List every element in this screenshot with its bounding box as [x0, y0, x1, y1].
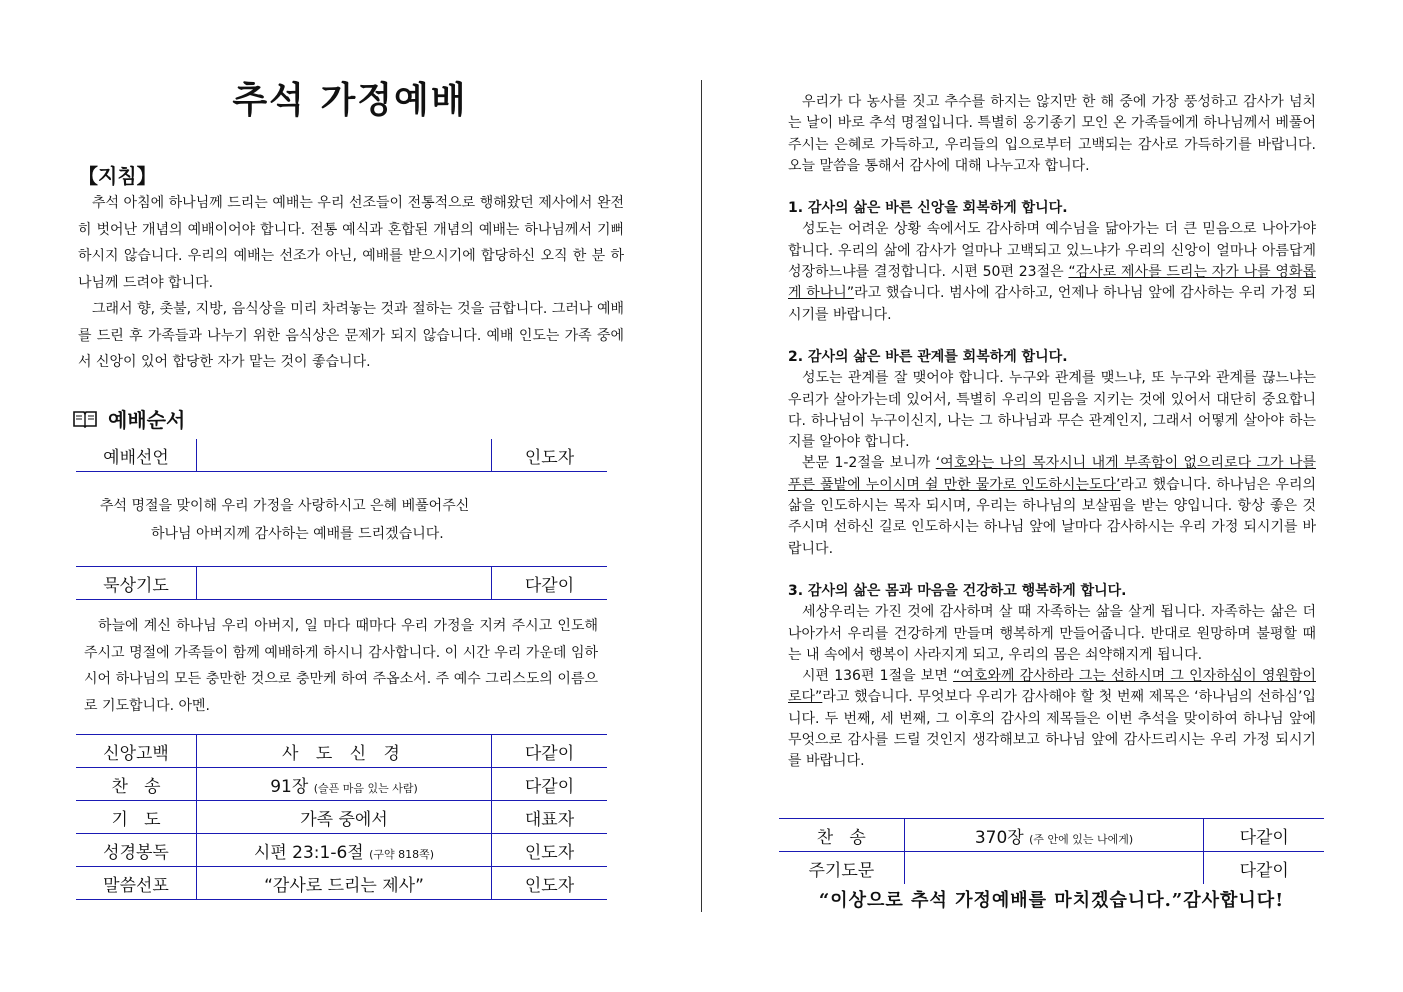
order-content: 가족 중에서 [197, 801, 492, 834]
order-label: 기 도 [76, 801, 197, 834]
call-line-2: 하나님 아버지께 감사하는 예배를 드리겠습니다. [151, 526, 444, 542]
order-leader: 인도자 [492, 867, 608, 900]
table-row [779, 819, 1324, 852]
sermon-intro: 우리가 다 농사를 짓고 추수를 하지는 않지만 한 해 중에 가장 풍성하고 감사가 넘치는 날이 바로 추석 명절입니다. 특별히 옹기종기 모인 온 가족들에게 하나님께서 베풀어주시는 은혜로 가득하고, 우리들의 입으로부터 고백되는 감사로 가득하기를 바랍니다. 오늘 말씀을 통해서 감사에 대해 나누고자 합니다. [788, 94, 1316, 174]
order-content: 370장 (주 안에 있는 나에게) [904, 819, 1204, 852]
worship-order-table [76, 734, 607, 900]
section-3-paragraph-2: 시편 136편 1절을 보면 “여호와께 감사하라 그는 선하시며 그 인자하심이 영원함이로다”라고 했습니다. 무엇보다 우리가 감사해야 할 첫 번째 제목은 ‘하나님의 선하심’입니다. 두 번째, 세 번째, 그 이후의 감사의 제목들은 이번 추석을 맞이하여 하나님 앞에 무엇으로 감사를 드릴 것인지 생각해보고 하나님 앞에 감사드리시는 우리 가정 되시기를 바랍니다. [788, 668, 1316, 770]
order-label: 신앙고백 [76, 735, 197, 768]
guide-text [78, 190, 624, 376]
scripture-quote: “여호와께 감사하라 그는 선하시며 그 인자하심이 영원함이로다” [788, 668, 1316, 706]
guide-heading: 【지침】 [78, 164, 157, 188]
order-leader: 인도자 [492, 834, 608, 867]
silent-prayer-text: 하늘에 계신 하나님 우리 아버지, 일 마다 때마다 우리 가정을 지켜 주시고 인도해주시고 명절에 가족들이 함께 예배하게 하시니 감사합니다. 이 시간 우리 가운데 임하시어 하나님의 모든 충만한 것으로 충만케 하여 주옵소서. 주 예수 그리스도의 이름으로 기도합니다. 아멘. [84, 618, 598, 714]
order-leader: 다같이 [1239, 860, 1289, 881]
sermon-text [788, 92, 1316, 773]
order-leader: 인도자 [492, 439, 608, 472]
order-content: “감사로 드리는 제사” [197, 867, 492, 900]
order-label: 주기도문 [808, 860, 875, 881]
section-1-heading: 1. 감사의 삶은 바른 신앙을 회복하게 합니다. [788, 200, 1068, 217]
table-row [76, 834, 607, 867]
order-label: 예배선언 [76, 439, 197, 472]
open-book-icon [72, 409, 98, 429]
table-row [76, 735, 607, 768]
order-content: 사 도 신 경 [197, 735, 492, 768]
guide-paragraph-1: 추석 아침에 하나님께 드리는 예배는 우리 선조들이 전통적으로 행해왔던 제사에서 완전히 벗어난 개념의 예배이어야 합니다. 전통 예식과 혼합된 개념의 예배는 하나님께서 기뻐하시지 않습니다. 우리의 예배는 선조가 아닌, 예배를 받으시기에 합당하신 오직 한 분 하나님께 드려야 합니다. [78, 195, 624, 291]
order-content [197, 567, 492, 600]
section-2-heading: 2. 감사의 삶은 바른 관계를 회복하게 합니다. [788, 348, 1068, 365]
scripture-quote: “감사로 제사를 드리는 자가 나를 영화롭게 하나니” [788, 264, 1317, 302]
order-label: 성경봉독 [76, 834, 197, 867]
section-3-paragraph-1: 세상우리는 가진 것에 감사하며 살 때 자족하는 삶을 살게 됩니다. 자족하는 삶은 더 나아가서 우리를 건강하게 만들며 행복하게 만들어줍니다. 반대로 원망하며 불평할 때는 내 속에서 행복이 사라지게 되고, 우리의 몸은 쇠약해지게 됩니다. [788, 604, 1316, 663]
page-divider [701, 80, 702, 912]
table-row [76, 801, 607, 834]
order-leader: 다같이 [492, 768, 608, 801]
guide-paragraph-2: 그래서 향, 촛불, 지방, 음식상을 미리 차려놓는 것과 절하는 것을 금합니다. 그러나 예배를 드린 후 가족들과 나누기 위한 음식상은 문제가 되지 않습니다. 예배 인도는 가족 중에서 신앙이 있어 합당한 자가 맡는 것이 좋습니다. [78, 301, 624, 370]
call-to-worship-text [100, 492, 469, 548]
order-leader: 대표자 [492, 801, 608, 834]
order-leader: 다같이 [1204, 819, 1324, 852]
scripture-quote: ‘여호와는 나의 목자시니 내게 부족함이 없으리로다 그가 나를 푸른 풀밭에 누이시며 쉴 만한 물가로 인도하시는도다’ [788, 455, 1317, 493]
order-heading [72, 404, 185, 433]
order-content: 91장 (슬픈 마음 있는 사람) [197, 768, 492, 801]
order-label: 찬 송 [779, 819, 904, 852]
section-1-paragraph: 성도는 어려운 상황 속에서도 감사하며 예수님을 닮아가는 더 큰 믿음으로 나아가야 합니다. 우리의 삶에 감사가 얼마나 고백되고 있느냐가 우리의 신앙이 얼마나 아름답게 성장하느냐를 결정합니다. 시편 50편 23절은 “감사로 제사를 드리는 자가 나를 영화롭게 하나니”라고 했습니다. 범사에 감사하고, 언제나 하나님 앞에 감사하는 우리 가정 되시기를 바랍니다. [788, 221, 1317, 323]
call-line-1: 추석 명절을 맞이해 우리 가정을 사랑하시고 은혜 베풀어주신 [100, 498, 470, 514]
table-row [779, 852, 1324, 885]
closing-text: “이상으로 추석 가정예배를 마치겠습니다.”감사합니다! [818, 890, 1285, 911]
order-content [904, 852, 1204, 885]
closing-order-table [779, 818, 1324, 884]
section-2-paragraph-2: 본문 1-2절을 보니까 ‘여호와는 나의 목자시니 내게 부족함이 없으리로다 그가 나를 푸른 풀밭에 누이시며 쉴 만한 물가로 인도하시는도다’라고 했습니다. 하나님은 우리의 삶을 인도하시는 목자 되시며, 우리는 하나님의 보살핌을 받는 양입니다. 항상 좋은 것 주시며 선하신 길로 인도하시는 하나님 앞에 날마다 감사하시는 우리 가정 되시기를 바랍니다. [788, 455, 1317, 557]
order-content [197, 439, 492, 472]
section-3-heading: 3. 감사의 삶은 몸과 마음을 건강하고 행복하게 합니다. [788, 582, 1127, 599]
order-leader: 다같이 [492, 735, 608, 768]
order-label: 말씀선포 [76, 867, 197, 900]
order-label: 묵상기도 [76, 567, 197, 600]
order-label: 찬 송 [76, 768, 197, 801]
section-2-paragraph-1: 성도는 관계를 잘 맺어야 합니다. 누구와 관계를 맺느냐, 또 누구와 관계를 끊느냐는 우리가 살아가는데 있어서, 특별히 우리의 믿음을 지키는 것에 있어서 대단히 중요합니다. 하나님이 누구이신지, 나는 그 하나님과 무슨 관계인지, 그래서 어떻게 살아야 하는지를 알아야 합니다. [788, 370, 1316, 451]
call-to-worship-row [76, 439, 607, 472]
order-leader: 다같이 [492, 567, 608, 600]
page-title: 추석 가정예배 [232, 79, 468, 121]
order-content: 시편 23:1-6절 (구약 818쪽) [197, 834, 492, 867]
table-row [76, 768, 607, 801]
silent-prayer-row [76, 566, 607, 600]
table-row [76, 867, 607, 900]
order-heading-text: 예배순서 [108, 408, 186, 432]
